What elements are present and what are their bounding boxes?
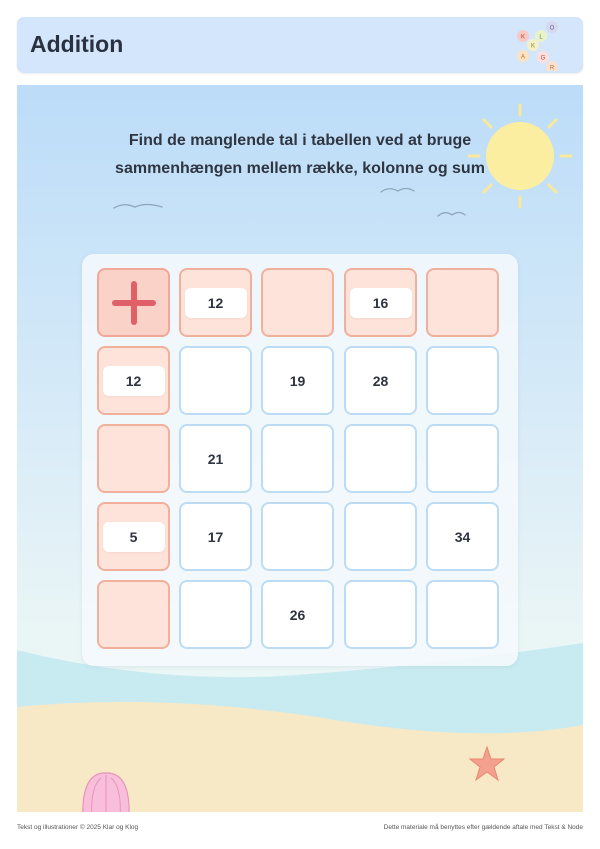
row-header-value: 12 — [125, 372, 142, 389]
svg-text:K: K — [530, 43, 536, 50]
column-header-3[interactable] — [344, 268, 417, 337]
column-header-4[interactable] — [426, 268, 499, 337]
sum-cell-r3-c4[interactable]: 34 — [426, 502, 499, 571]
operator-cell — [97, 268, 170, 337]
svg-text:O: O — [549, 25, 555, 32]
sum-cell-r3-c1[interactable]: 17 — [179, 502, 252, 571]
row-header-1[interactable] — [97, 346, 170, 415]
column-header-1[interactable] — [179, 268, 252, 337]
row-header-3[interactable] — [97, 502, 170, 571]
klar-og-klog-logo — [514, 19, 564, 71]
given-number-pill — [103, 366, 165, 396]
sum-cell-r4-c3[interactable] — [344, 580, 417, 649]
sum-cell-r1-c2[interactable]: 19 — [261, 346, 334, 415]
page-header — [17, 17, 583, 73]
addition-table-panel — [82, 254, 518, 666]
sum-cell-r1-c1[interactable] — [179, 346, 252, 415]
svg-text:A: A — [520, 54, 526, 61]
given-number-pill — [103, 522, 165, 552]
svg-text:R: R — [549, 65, 555, 71]
license-footer: Dette materiale må benyttes efter gældende aftale med Tekst & Node — [383, 824, 583, 831]
row-header-value: 5 — [129, 528, 138, 545]
sum-cell-r4-c1[interactable] — [179, 580, 252, 649]
svg-text:G: G — [540, 55, 546, 62]
sum-cell-r3-c3[interactable] — [344, 502, 417, 571]
given-number-pill — [350, 288, 412, 318]
column-header-value: 16 — [372, 294, 389, 311]
page-title: Addition — [30, 31, 124, 57]
beach-scene — [17, 85, 583, 812]
svg-text:L: L — [539, 34, 543, 41]
svg-text:K: K — [520, 34, 526, 41]
column-header-2[interactable] — [261, 268, 334, 337]
sum-cell-r4-c4[interactable] — [426, 580, 499, 649]
plus-icon — [110, 279, 158, 327]
column-header-value: 12 — [207, 294, 224, 311]
row-header-4[interactable] — [97, 580, 170, 649]
sum-cell-r3-c2[interactable] — [261, 502, 334, 571]
sum-cell-r2-c4[interactable] — [426, 424, 499, 493]
sum-cell-r4-c2[interactable]: 26 — [261, 580, 334, 649]
sum-cell-r2-c3[interactable] — [344, 424, 417, 493]
sum-cell-r1-c4[interactable] — [426, 346, 499, 415]
copyright-footer: Tekst og illustrationer © 2025 Klar og Klog — [17, 824, 139, 831]
given-number-pill — [185, 288, 247, 318]
sum-cell-r1-c3[interactable]: 28 — [344, 346, 417, 415]
sum-cell-r2-c2[interactable] — [261, 424, 334, 493]
row-header-2[interactable] — [97, 424, 170, 493]
sum-cell-r2-c1[interactable]: 21 — [179, 424, 252, 493]
instruction-text: Find de manglende tal i tabellen ved at bruge sammenhængen mellem række, kolonne og sum — [115, 132, 485, 177]
